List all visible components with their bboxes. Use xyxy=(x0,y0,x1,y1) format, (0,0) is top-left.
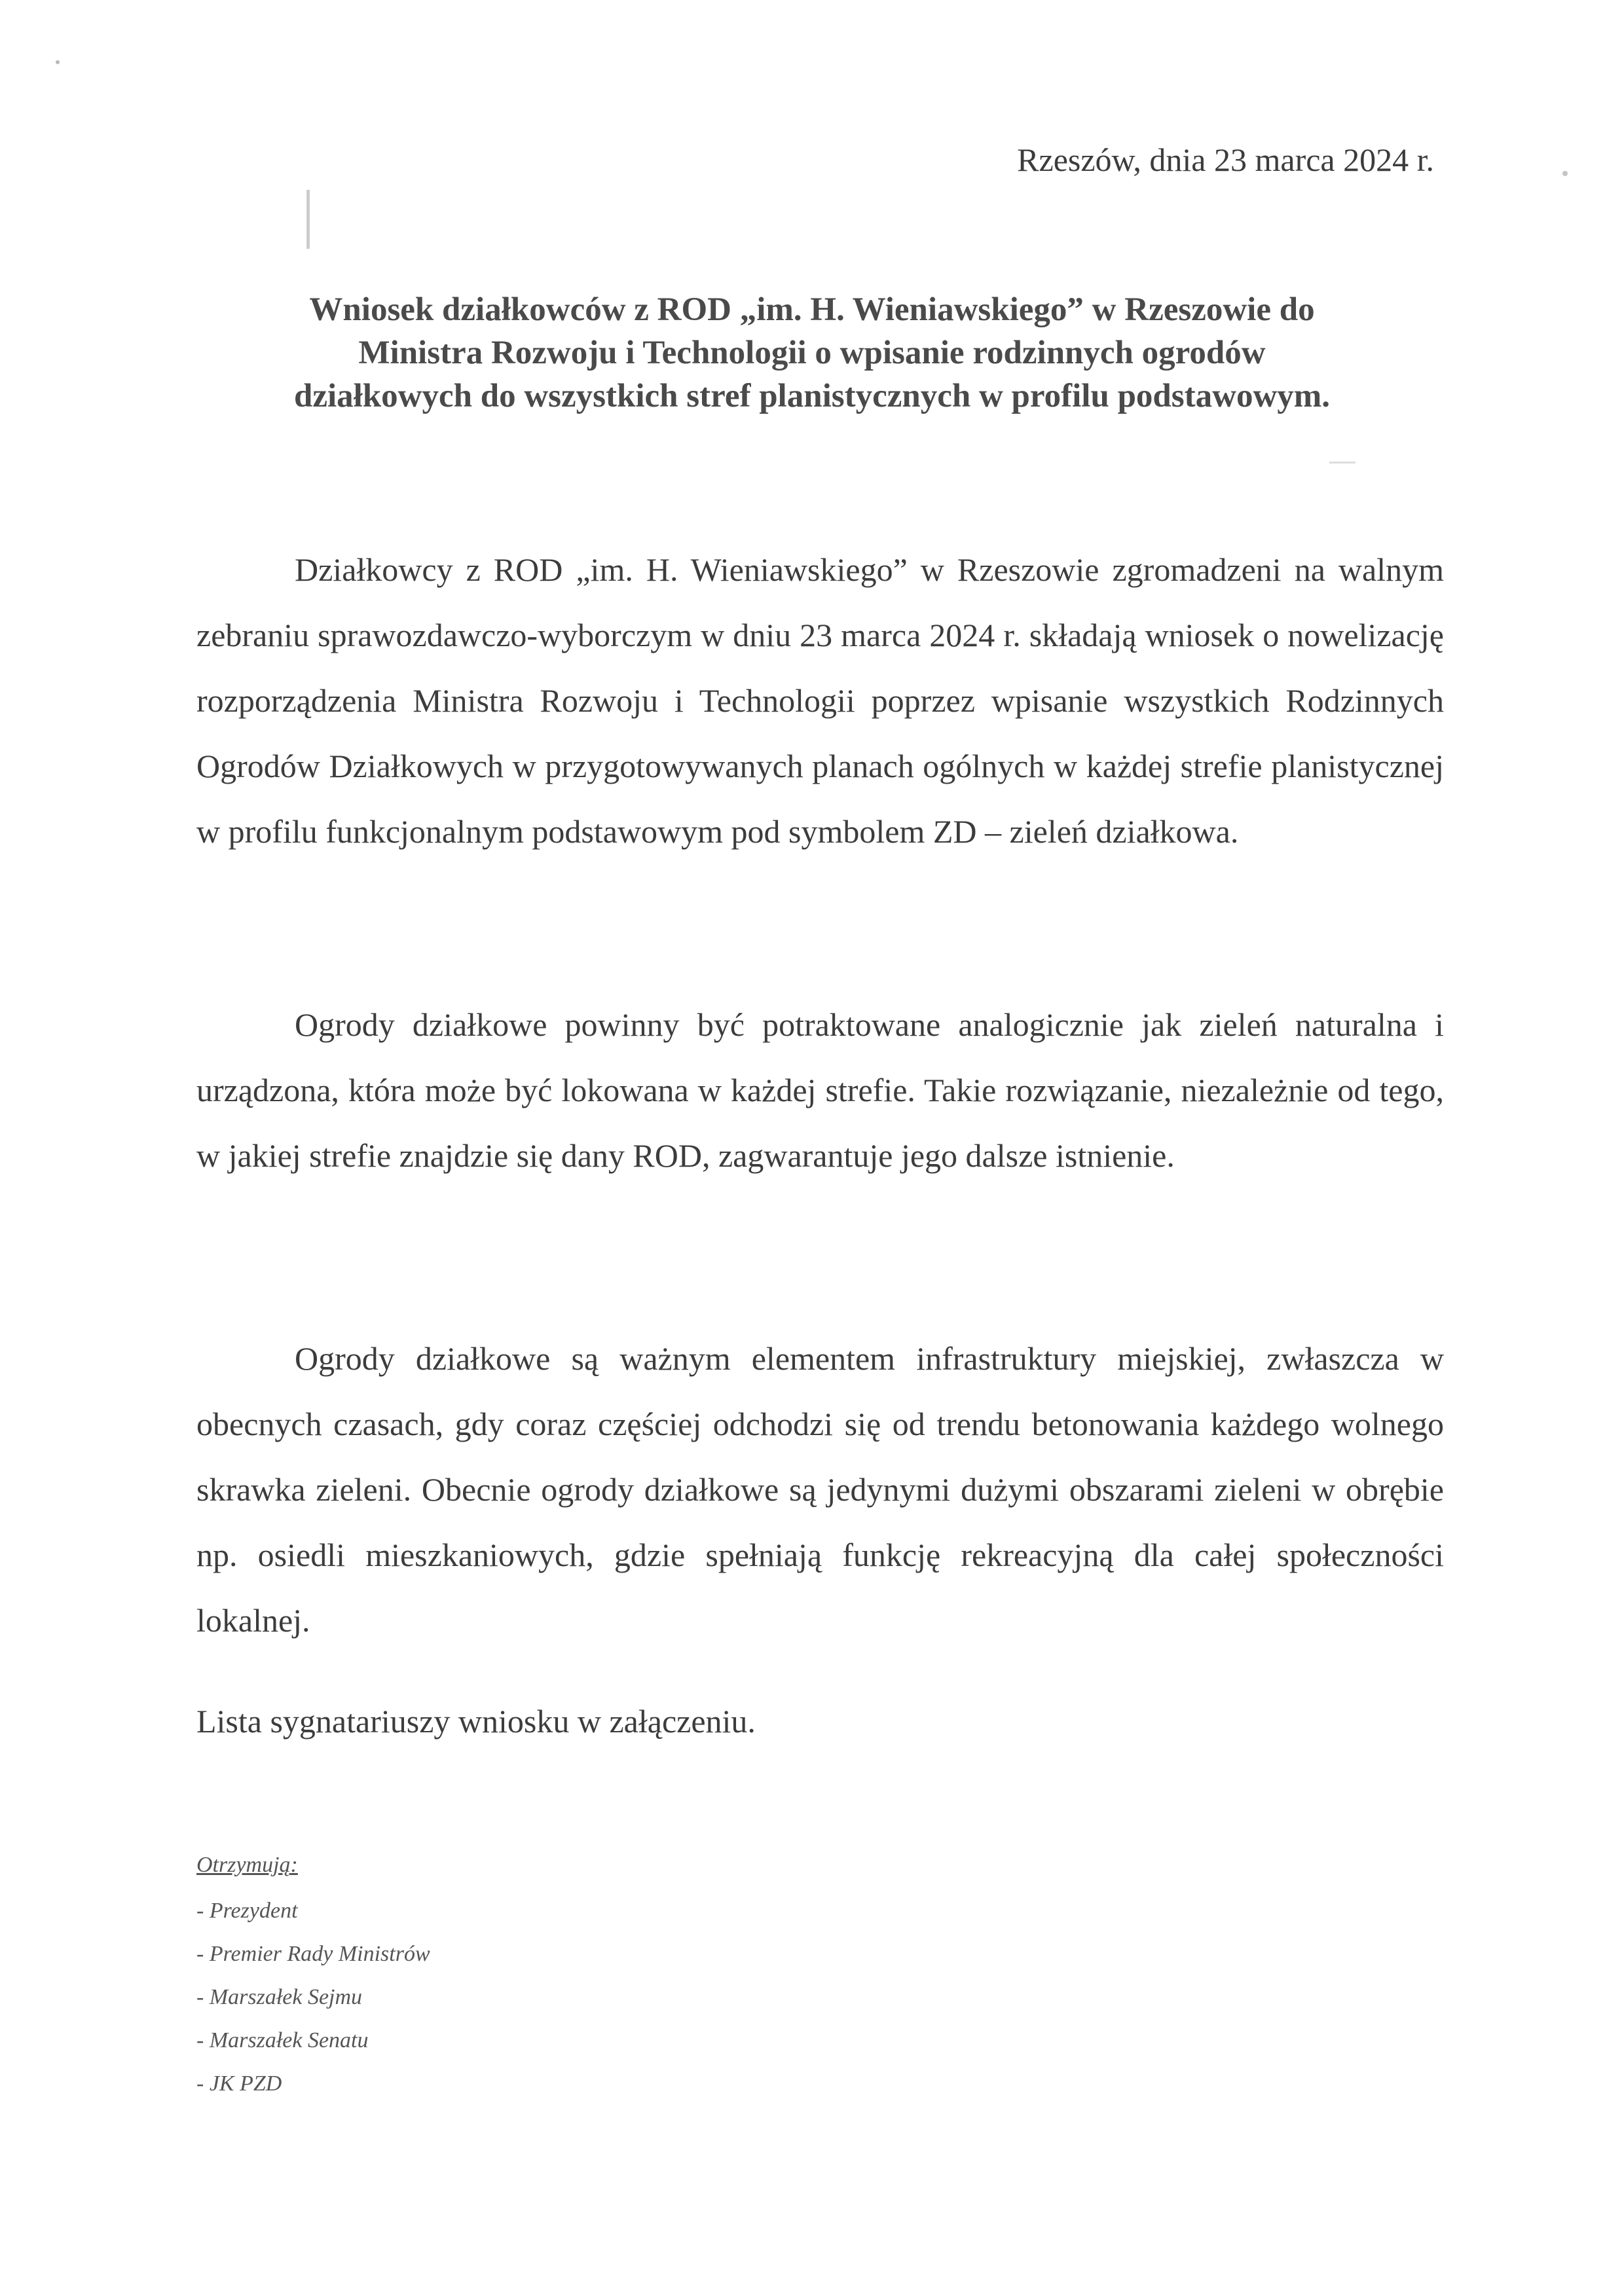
paragraph-text: Działkowcy z ROD „im. H. Wieniawskiego” w Rzeszowie zgromadzeni na walnym zebraniu sprawozdawczo-wyborczym w dniu 23 marca 2024 r. składają wniosek o nowelizację rozporządzenia Ministra Rozwoju i Technologii poprzez wpisanie wszystkich Rodzinnych Ogrodów Działkowych w przygotowywanych planach ogólnych w każdej strefie planistycznej w profilu funkcjonalnym podstawowym pod symbolem ZD – zieleń działkowa. xyxy=(196,551,1444,850)
recipient-item: - Marszałek Sejmu xyxy=(196,1985,363,2009)
paragraph-text: Ogrody działkowe powinny być potraktowane analogicznie jak zieleń naturalna i urządzona, która może być lokowana w każdej strefie. Takie rozwiązanie, niezależnie od tego, w jakiej strefie znajdzie się dany ROD, zagwarantuje jego dalsze istnienie. xyxy=(196,1006,1444,1174)
date-line: Rzeszów, dnia 23 marca 2024 r. xyxy=(1017,141,1434,178)
scan-speck xyxy=(1562,171,1568,176)
title-line: działkowych do wszystkich stref planistycznych w profilu podstawowym. xyxy=(293,378,1331,414)
paragraph-importance xyxy=(196,1326,1444,1653)
recipients-block xyxy=(196,1853,430,2105)
paragraph-request xyxy=(196,537,1444,864)
recipient-item: - Marszałek Senatu xyxy=(196,2028,369,2052)
paragraph-text: Ogrody działkowe są ważnym elementem infrastruktury miejskiej, zwłaszcza w obecnych czasach, gdy coraz częściej odchodzi się od trendu betonowania każdego wolnego skrawka zieleni. Obecnie ogrody działkowe są jedynymi dużymi obszarami zieleni w obrębie np. osiedli mieszkaniowych, gdzie spełniają funkcję rekreacyjną dla całej społeczności lokalnej. xyxy=(196,1340,1444,1639)
title-line: Ministra Rozwoju i Technologii o wpisanie rodzinnych ogrodów xyxy=(358,335,1266,371)
recipients-heading: Otrzymują: xyxy=(196,1853,298,1877)
document-title xyxy=(196,288,1428,418)
recipients-list xyxy=(196,1889,430,2105)
title-line: Wniosek działkowców z ROD „im. H. Wieniawskiego” w Rzeszowie do xyxy=(309,291,1315,328)
scan-mark xyxy=(1329,462,1356,464)
recipient-item: - Prezydent xyxy=(196,1899,298,1923)
recipient-item: - Premier Rady Ministrów xyxy=(196,1942,430,1966)
recipient-item: - JK PZD xyxy=(196,2071,282,2096)
signatories-note: Lista sygnatariuszy wniosku w załączeniu. xyxy=(196,1703,756,1740)
scan-mark xyxy=(306,190,310,249)
scan-speck xyxy=(56,60,60,64)
paragraph-analogy xyxy=(196,992,1444,1188)
